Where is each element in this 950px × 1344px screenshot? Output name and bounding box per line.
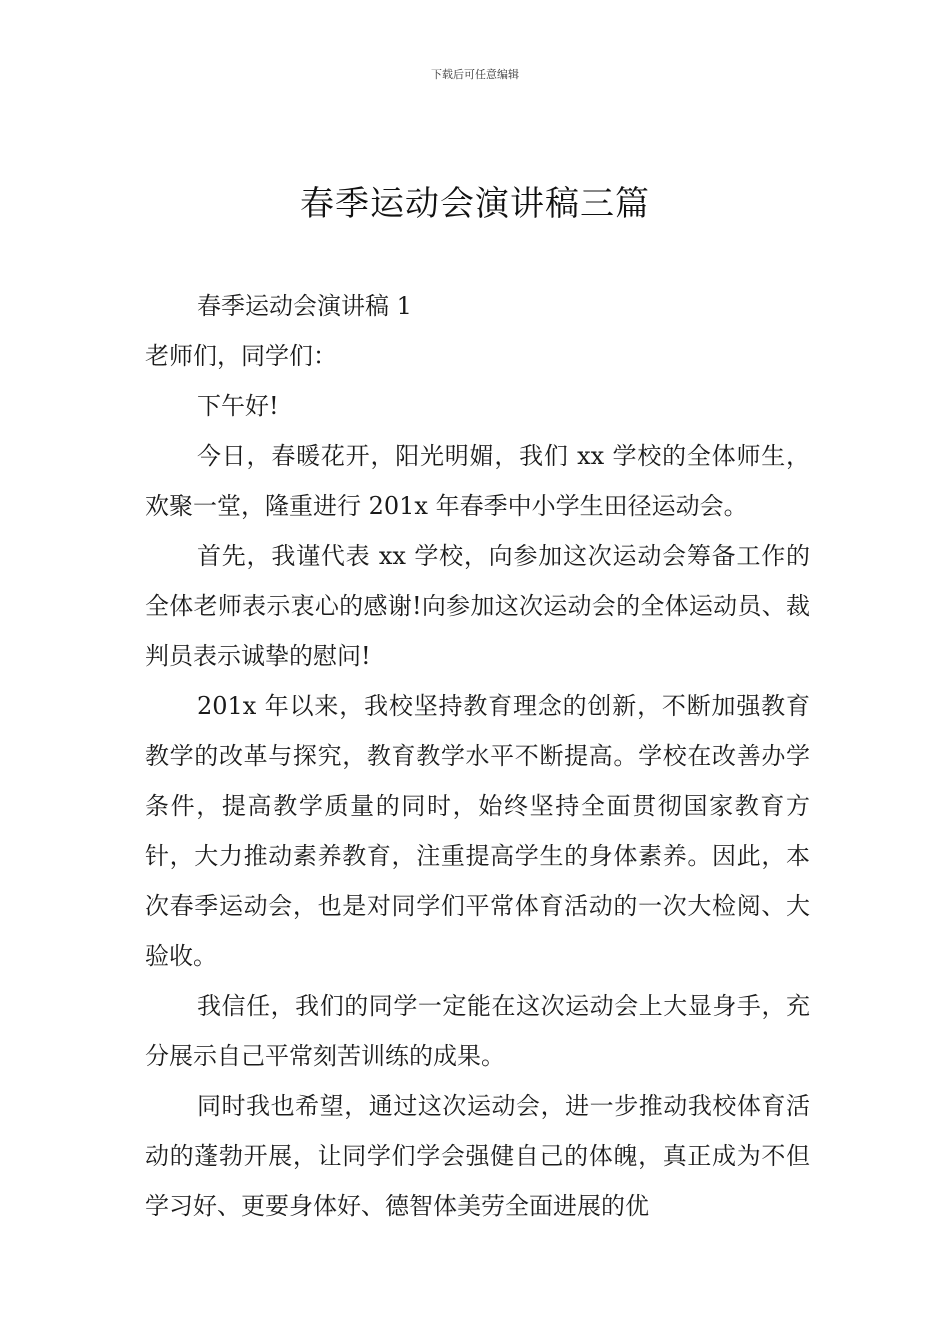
paragraph: 首先，我谨代表 xx 学校，向参加这次运动会筹备工作的全体老师表示衷心的感谢!向参加这次运动会的全体运动员、裁判员表示诚挚的慰问!	[145, 542, 810, 670]
paragraph: 201x 年以来，我校坚持教育理念的创新，不断加强教育教学的改革与探究，教育教学水平不断提高。学校在改善办学条件，提高教学质量的同时，始终坚持全面贯彻国家教育方针，大力推动素养教育，注重提高学生的身体素养。因此，本次春季运动会，也是对同学们平常体育活动的一次大检阅、大验收。	[145, 692, 810, 970]
subheading: 春季运动会演讲稿 1	[197, 292, 412, 320]
salutation: 老师们，同学们：	[145, 342, 337, 370]
paragraph: 同时我也希望，通过这次运动会，进一步推动我校体育活动的蓬勃开展，让同学们学会强健自己的体魄，真正成为不但学习好、更要身体好、德智体美劳全面进展的优	[145, 1092, 810, 1220]
paragraph: 我信任，我们的同学一定能在这次运动会上大显身手，充分展示自己平常刻苦训练的成果。	[145, 992, 810, 1070]
paragraph: 今日，春暖花开，阳光明媚，我们 xx 学校的全体师生，欢聚一堂，隆重进行 201x 年春季中小学生田径运动会。	[145, 442, 810, 520]
greeting: 下午好!	[197, 392, 279, 420]
page-header-note: 下载后可任意编辑	[431, 68, 519, 81]
document-body	[145, 281, 810, 1231]
document-title: 春季运动会演讲稿三篇	[300, 184, 650, 224]
